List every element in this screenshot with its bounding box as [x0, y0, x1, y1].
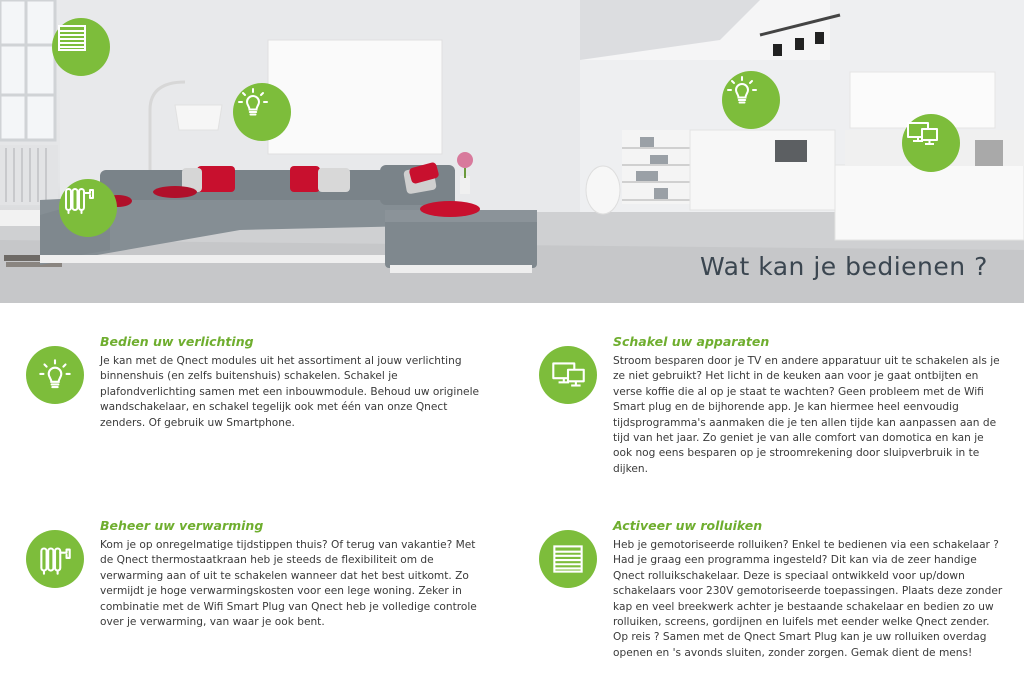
feature-icon — [26, 530, 84, 588]
feature-text: Kom je op onregelmatige tijdstippen thuis? Of terug van vakantie? Met de Qnect thermostaatkraan heb je steeds de flexibiliteit om de verwarming aan of uit te schakelen wanneer dat het best uitkomt. Zo vermijdt je hoge verwarmingskosten voor een lege woning. Zeker in combinatie met de Wifi Smart Plug van Qnect heb je volledige controle over je verwarming, van waar je ook bent. — [100, 539, 477, 629]
roller-blind-icon — [547, 538, 589, 580]
feature-text: Je kan met de Qnect modules uit het assortiment al jouw verlichting binnenshuis (en zelfs buitenshuis) schakelen. Schakel je plafondverlichting samen met een inbouwmodule. Behoud uw originele wandschakelaar, en schakel tegelijk ook met één van onze Qnect zenders. Of gebruik uw Smartphone. — [100, 355, 480, 429]
feature-icon — [539, 346, 597, 404]
monitor-icon — [547, 354, 589, 396]
radiator-icon — [34, 538, 76, 580]
feature-text: Heb je gemotoriseerde rolluiken? Enkel te bedienen via een schakelaar ? Had je graag een programma ingesteld? Dit kan via de zeer handige Qnect rolluikschakelaar. Deze is speciaal ontwikkeld voor up/down schakelaars voor 230V gemotoriseerde toepassingen. Plaats deze zonder kap en veel breekwerk achter je bestaande schakelaar en bedien zo uw rolluiken, screens, gordijnen en luifels met eender welke Qnect zender. Op reis ? Samen met de Qnect Smart Plug kan je uw rolluiken overdag openen en 's avonds sluiten, zonder zorgen. Gemak dient de mens! — [613, 539, 1003, 659]
lightbulb-icon — [722, 71, 762, 111]
lightbulb-icon — [34, 354, 76, 396]
radiator-icon — [59, 179, 99, 219]
hero-banner — [0, 0, 1024, 303]
page-title: Wat kan je bedienen ? — [700, 252, 988, 281]
hotspot-heating[interactable] — [59, 179, 117, 237]
roller-blind-icon — [52, 18, 92, 58]
feature-icon — [539, 530, 597, 588]
lightbulb-icon — [233, 83, 273, 123]
hotspot-kitchen-lighting[interactable] — [722, 71, 780, 129]
feature-title: Activeer uw rolluiken — [613, 518, 763, 533]
hotspot-appliances[interactable] — [902, 114, 960, 172]
feature-title: Bedien uw verlichting — [100, 334, 254, 349]
monitor-icon — [902, 114, 942, 154]
feature-icon — [26, 346, 84, 404]
feature-text: Stroom besparen door je TV en andere apparatuur uit te schakelen als je ze niet gebruikt? Het licht in de keuken aan voor je gaat ontbijten en verse koffie die al op je staat te wachten? Geen probleem met de Wifi Smart plug en de bijhorende app. Je kan hiermee heel eenvoudig tijdsprogramma's aanmaken die je ten allen tijde kan aanpassen aan de tijd van het jaar. Zo geniet je van alle comfort van domotica en kan je ook nog eens besparen op je stroomrekening door sluipverbruik in te dijken. — [613, 355, 1000, 475]
hotspot-roller-blind[interactable] — [52, 18, 110, 76]
feature-title: Beheer uw verwarming — [100, 518, 264, 533]
hotspot-lighting[interactable] — [233, 83, 291, 141]
feature-title: Schakel uw apparaten — [613, 334, 770, 349]
